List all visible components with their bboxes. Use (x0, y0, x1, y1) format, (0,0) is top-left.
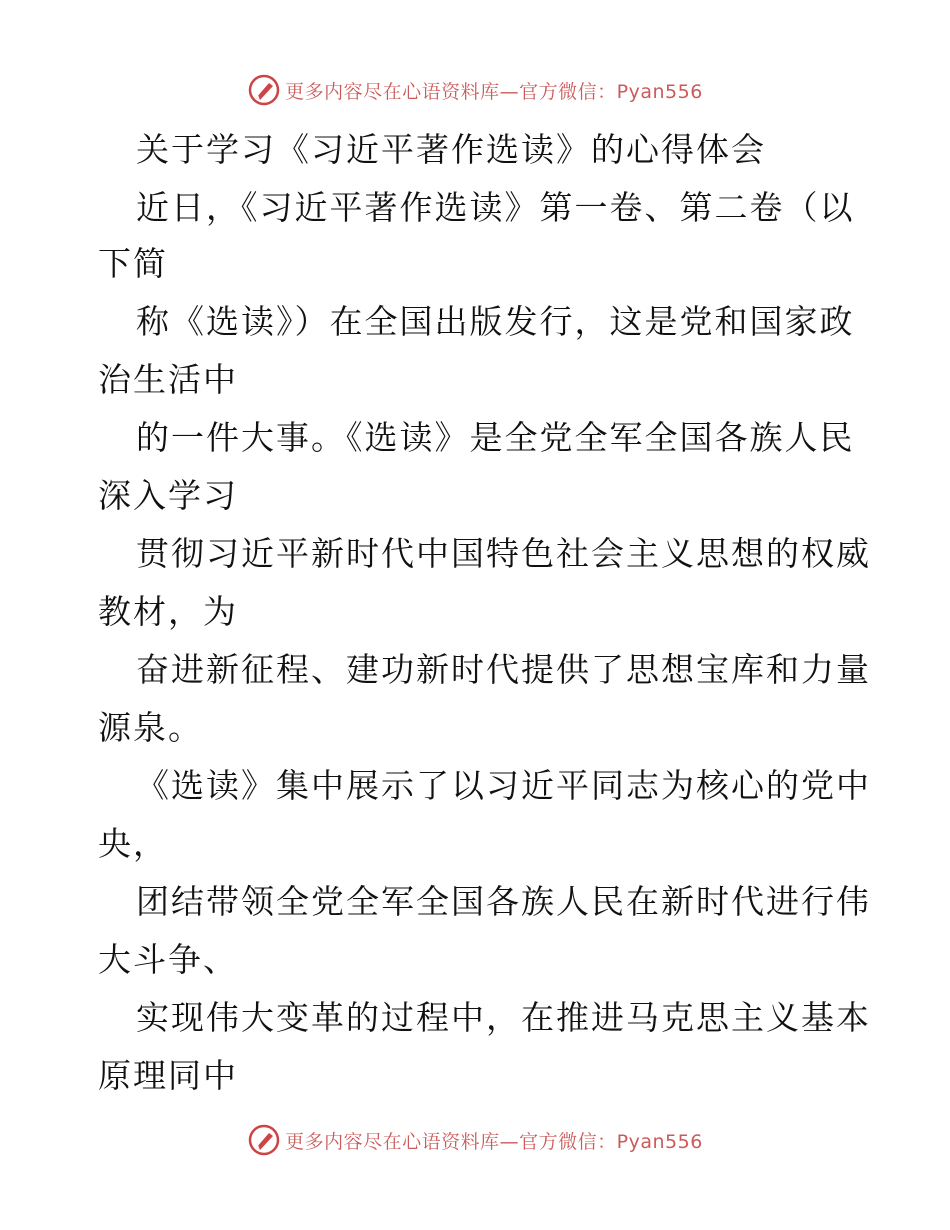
text-line: 的一件大事。《选读》是全党全军全国各族人民 (136, 418, 855, 457)
doc-title: 关于学习《习近平著作选读》的心得体会 (136, 130, 766, 169)
footer-watermark (0, 1120, 950, 1160)
text-line: 奋进新征程、建功新时代提供了思想宝库和力量 (136, 650, 871, 689)
text-line: 下简 (98, 244, 168, 283)
text-line: 深入学习 (98, 476, 238, 515)
text-line: 央， (98, 824, 168, 863)
watermark-text: 更多内容尽在心语资料库—官方微信：Pyan556 (285, 1130, 703, 1153)
text-line: 团结带领全党全军全国各族人民在新时代进行伟 (136, 882, 871, 921)
text-line: 原理同中 (98, 1056, 238, 1095)
text-line: 《选读》集中展示了以习近平同志为核心的党中 (136, 766, 871, 805)
text-line: 大斗争、 (98, 940, 238, 979)
text-line: 近日，《习近平著作选读》第一卷、第二卷（以 (136, 188, 855, 227)
text-line: 实现伟大变革的过程中，在推进马克思主义基本 (136, 998, 871, 1037)
text-line: 贯彻习近平新时代中国特色社会主义思想的权威 (136, 534, 871, 573)
pen-logo-icon (247, 1123, 281, 1157)
watermark-text: 更多内容尽在心语资料库—官方微信：Pyan556 (285, 80, 703, 103)
text-line: 称《选读》）在全国出版发行，这是党和国家政 (136, 302, 855, 341)
pen-logo-icon (247, 73, 281, 107)
header-watermark (0, 70, 950, 110)
text-line: 治生活中 (98, 360, 238, 399)
text-line: 源泉。 (98, 708, 203, 747)
text-line: 教材，为 (98, 592, 238, 631)
